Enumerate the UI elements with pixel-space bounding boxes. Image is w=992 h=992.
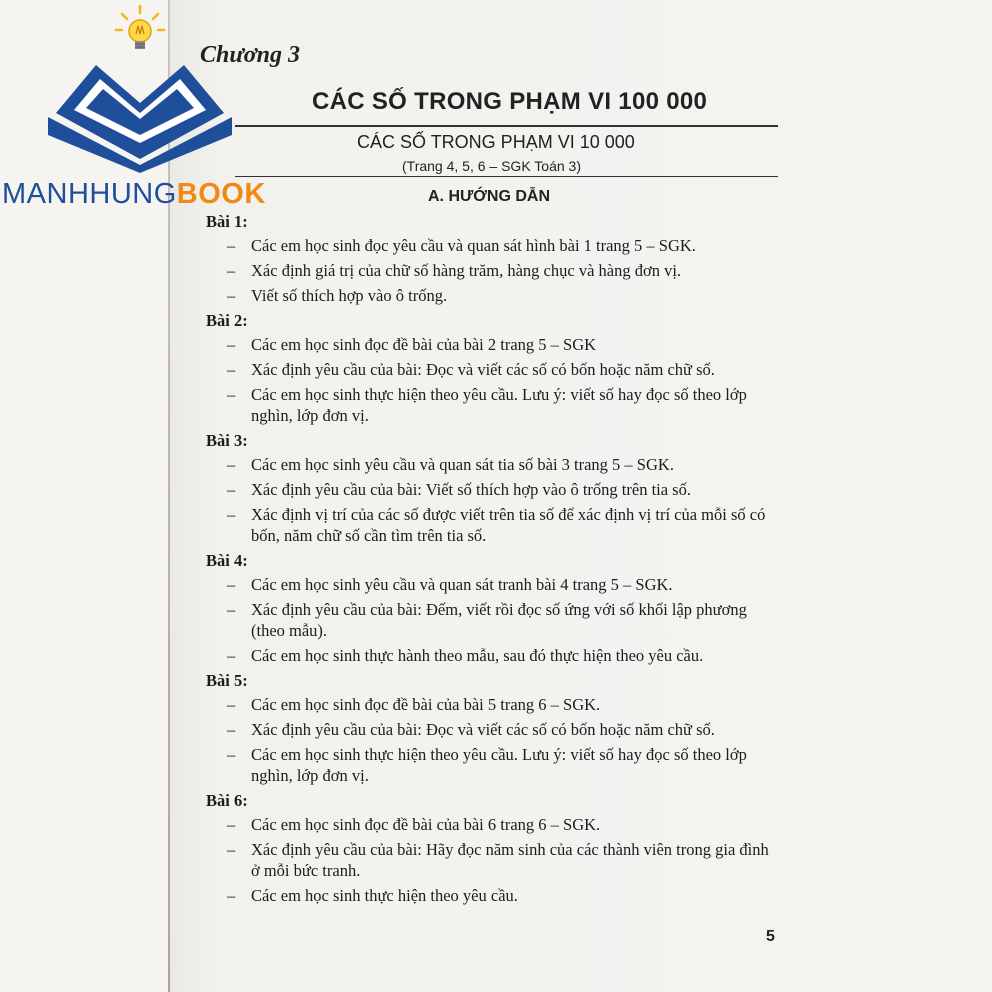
list-item (206, 719, 781, 740)
list-item (206, 334, 781, 355)
list-item-text: Các em học sinh thực hiện theo yêu cầu. Lưu ý: viết số hay đọc số theo lớp nghìn, lớp đơn vị. (251, 385, 747, 425)
list-item-text: Các em học sinh đọc đề bài của bài 5 trang 6 – SGK. (251, 695, 601, 714)
list-item-text: Các em học sinh thực hành theo mẫu, sau đó thực hiện theo yêu cầu. (251, 646, 704, 665)
list-item (206, 574, 781, 595)
list-item-text: Xác định vị trí của các số được viết trên tia số để xác định vị trí của mỗi số có bốn, năm chữ số cần tìm trên tia số. (251, 505, 766, 545)
bullet-dash: – (227, 815, 236, 834)
bullet-dash: – (227, 236, 236, 255)
list-item-text: Các em học sinh yêu cầu và quan sát tia số bài 3 trang 5 – SGK. (251, 455, 674, 474)
list-item (206, 645, 781, 666)
bullet-dash: – (227, 261, 236, 280)
list-item-text: Xác định yêu cầu của bài: Đọc và viết các số có bốn hoặc năm chữ số. (251, 720, 715, 739)
list-item-text: Các em học sinh thực hiện theo yêu cầu. Lưu ý: viết số hay đọc số theo lớp nghìn, lớp đơn vị. (251, 745, 747, 785)
exercise-block (206, 310, 781, 426)
list-item-text: Các em học sinh đọc đề bài của bài 6 trang 6 – SGK. (251, 815, 601, 834)
bullet-dash: – (227, 886, 236, 905)
list-item-text: Các em học sinh yêu cầu và quan sát tranh bài 4 trang 5 – SGK. (251, 575, 673, 594)
list-item-text: Xác định yêu cầu của bài: Hãy đọc năm sinh của các thành viên trong gia đình ở mỗi bức tranh. (251, 840, 769, 880)
exercise-title: Bài 3: (206, 431, 248, 450)
list-item-text: Viết số thích hợp vào ô trống. (251, 286, 448, 305)
exercise-title: Bài 1: (206, 212, 248, 231)
list-item (206, 694, 781, 715)
textbook-reference: (Trang 4, 5, 6 – SGK Toán 3) (402, 158, 581, 174)
bullet-dash: – (227, 600, 236, 619)
bullet-dash: – (227, 360, 236, 379)
list-item (206, 814, 781, 835)
page-number: 5 (766, 928, 775, 945)
list-item-text: Các em học sinh đọc yêu cầu và quan sát hình bài 1 trang 5 – SGK. (251, 236, 696, 255)
bullet-dash: – (227, 455, 236, 474)
exercise-block (206, 670, 781, 786)
open-book-icon (40, 55, 240, 175)
list-item (206, 384, 781, 426)
bullet-dash: – (227, 385, 236, 404)
light-bulb-icon (112, 4, 168, 60)
list-item-text: Xác định yêu cầu của bài: Đọc và viết các số có bốn hoặc năm chữ số. (251, 360, 715, 379)
list-item (206, 479, 781, 500)
list-item (206, 235, 781, 256)
exercise-list (206, 211, 781, 910)
list-item (206, 504, 781, 546)
section-heading: A. HƯỚNG DẪN (428, 188, 551, 205)
title-rule (235, 125, 778, 127)
list-item (206, 454, 781, 475)
bullet-dash: – (227, 335, 236, 354)
exercise-title: Bài 2: (206, 311, 248, 330)
chapter-title: CÁC SỐ TRONG PHẠM VI 100 000 (312, 88, 708, 115)
list-item (206, 599, 781, 641)
bullet-dash: – (227, 480, 236, 499)
bullet-dash: – (227, 745, 236, 764)
list-item-text: Xác định yêu cầu của bài: Viết số thích hợp vào ô trống trên tia số. (251, 480, 691, 499)
list-item-text: Các em học sinh thực hiện theo yêu cầu. (251, 886, 518, 905)
list-item (206, 260, 781, 281)
chapter-label: Chương 3 (200, 42, 300, 68)
list-item (206, 744, 781, 786)
exercise-block (206, 211, 781, 306)
brand-name-part1: MANHHUNG (2, 178, 177, 210)
exercise-title: Bài 6: (206, 791, 248, 810)
bullet-dash: – (227, 646, 236, 665)
lesson-title: CÁC SỐ TRONG PHẠM VI 10 000 (357, 132, 635, 152)
exercise-title: Bài 5: (206, 671, 248, 690)
list-item-text: Các em học sinh đọc đề bài của bài 2 trang 5 – SGK (251, 335, 597, 354)
subtitle-rule (235, 176, 778, 177)
exercise-block (206, 430, 781, 546)
list-item (206, 885, 781, 906)
exercise-block (206, 550, 781, 666)
bullet-dash: – (227, 695, 236, 714)
brand-wordmark (2, 178, 266, 211)
list-item (206, 839, 781, 881)
list-item (206, 285, 781, 306)
bullet-dash: – (227, 575, 236, 594)
brand-name-part2: BOOK (176, 178, 266, 210)
list-item-text: Xác định yêu cầu của bài: Đếm, viết rồi đọc số ứng với số khối lập phương (theo mẫu). (251, 600, 747, 640)
list-item (206, 359, 781, 380)
list-item-text: Xác định giá trị của chữ số hàng trăm, hàng chục và hàng đơn vị. (251, 261, 682, 280)
exercise-block (206, 790, 781, 906)
bullet-dash: – (227, 505, 236, 524)
bullet-dash: – (227, 720, 236, 739)
bullet-dash: – (227, 286, 236, 305)
exercise-title: Bài 4: (206, 551, 248, 570)
bullet-dash: – (227, 840, 236, 859)
